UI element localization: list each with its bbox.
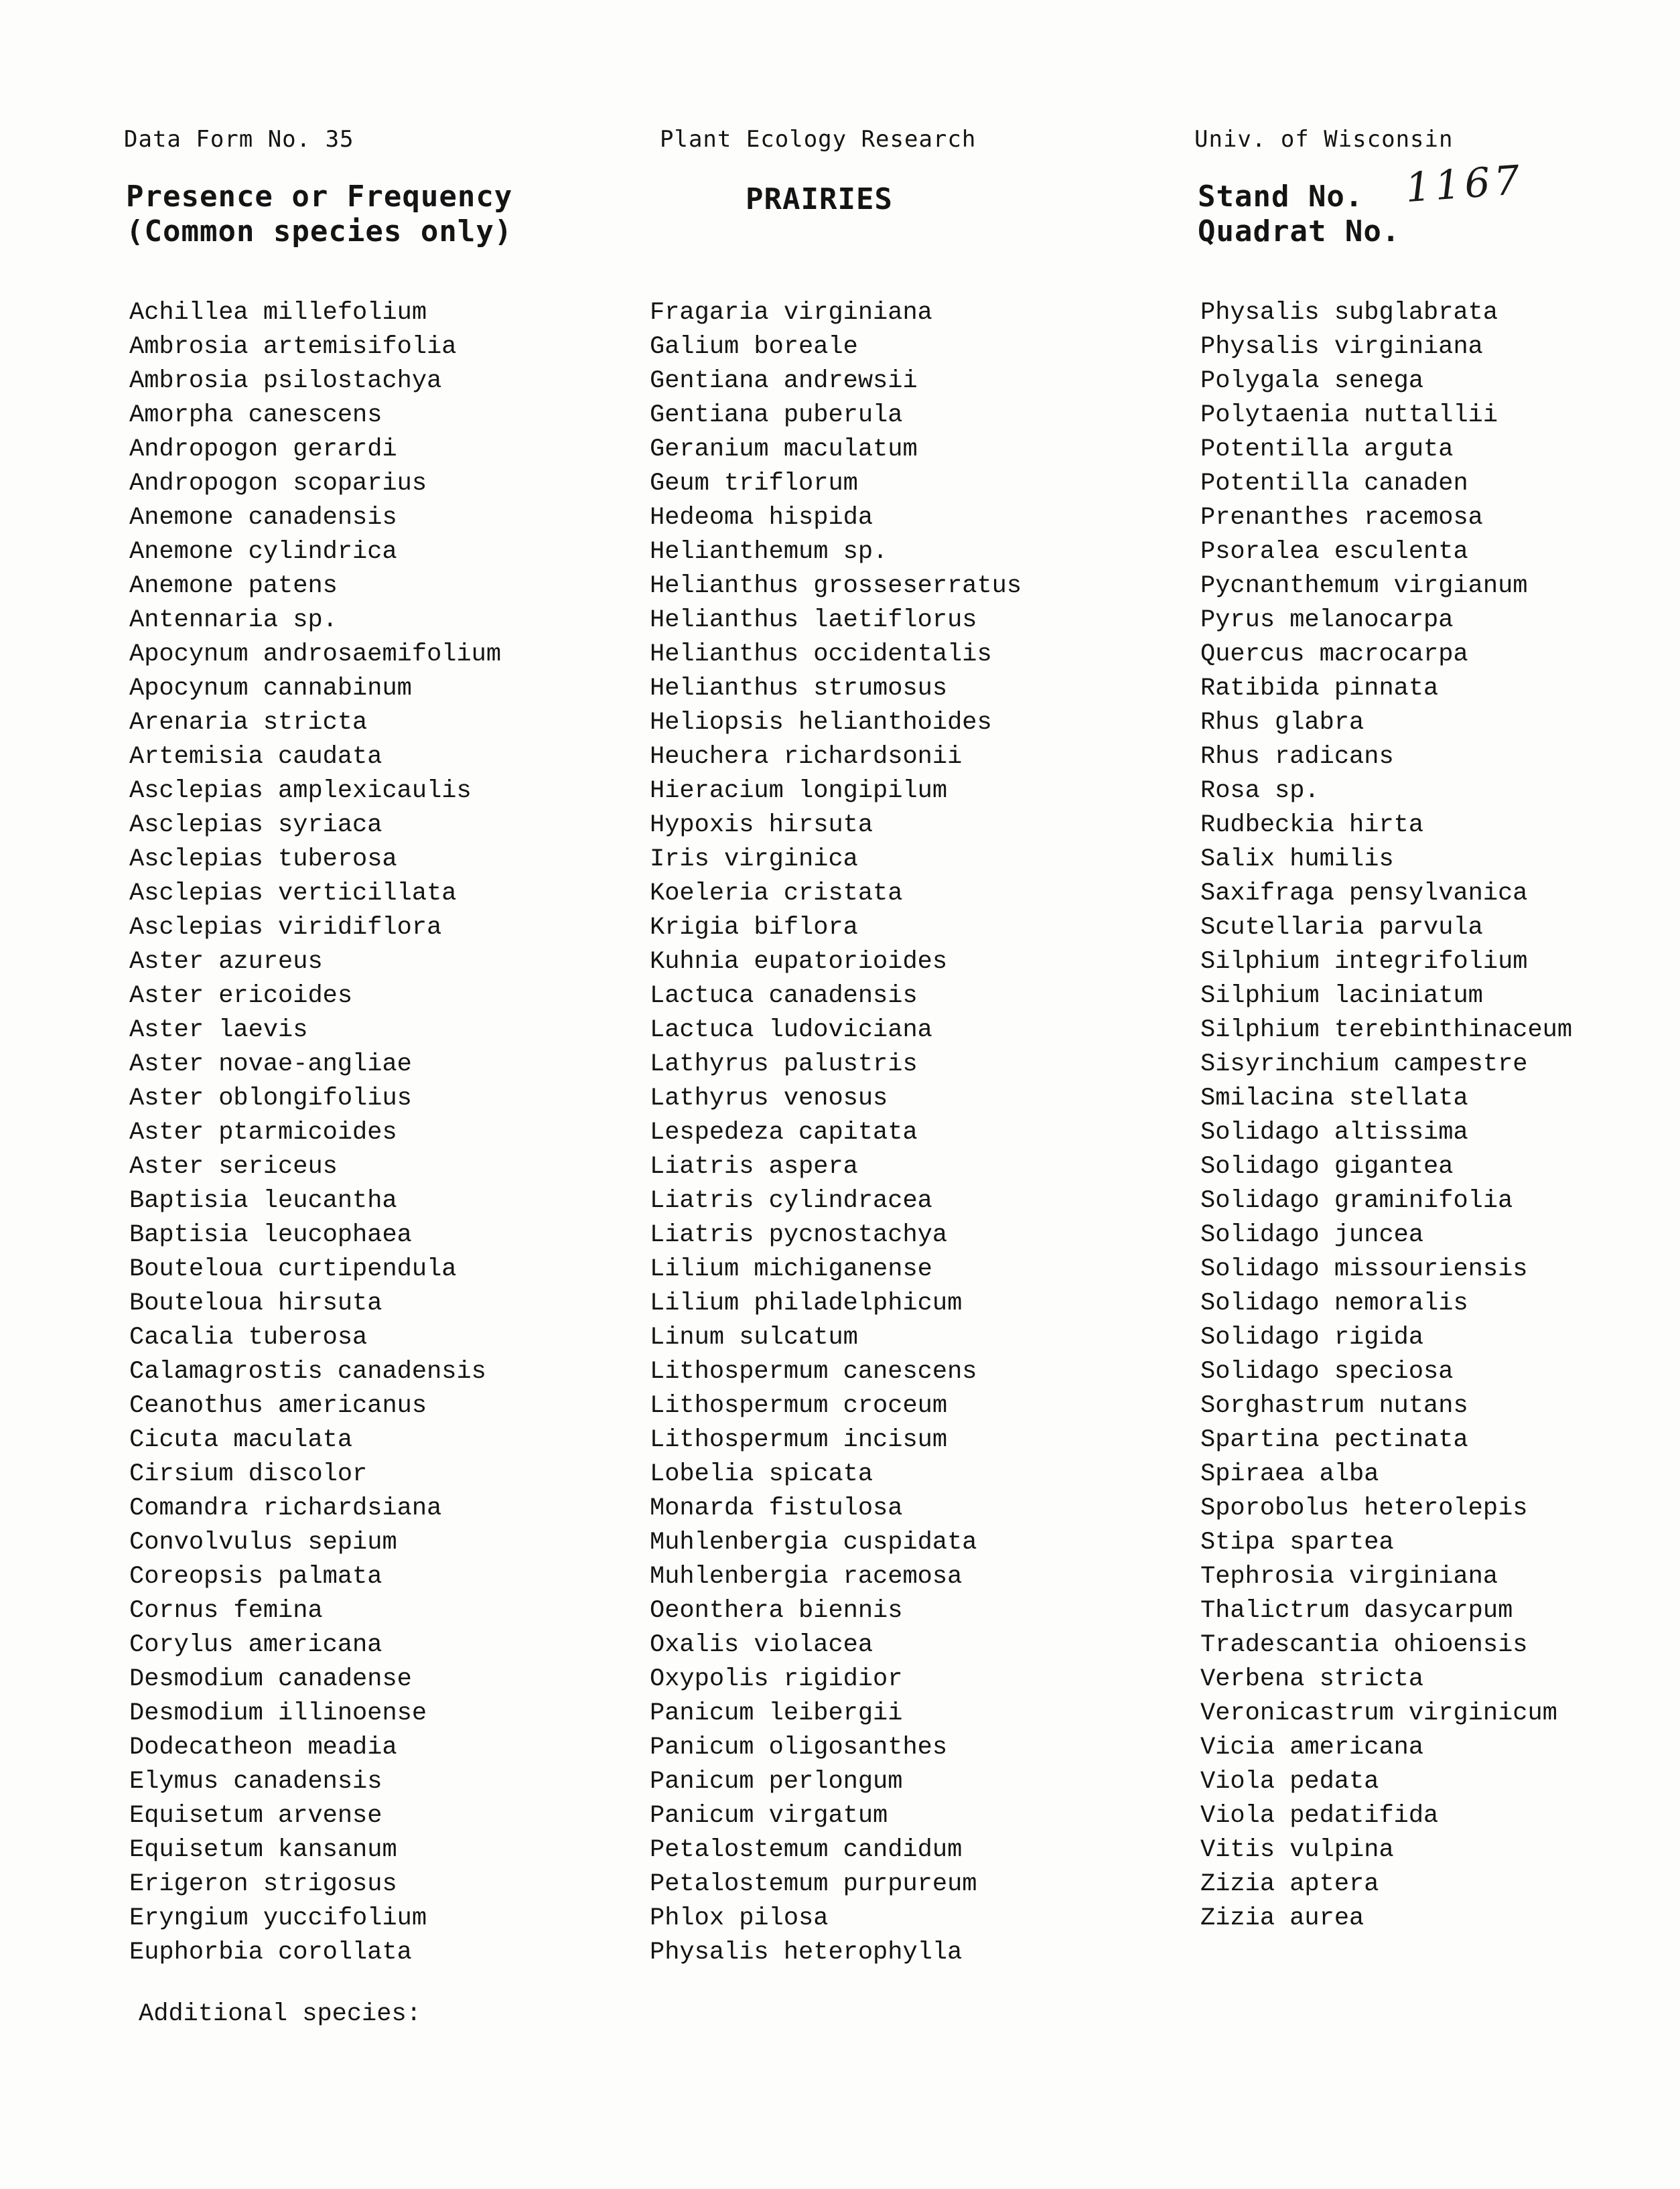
species-item: Oxypolis rigidior xyxy=(650,1665,903,1693)
species-item: Salix humilis xyxy=(1200,845,1394,873)
species-item: Vicia americana xyxy=(1200,1734,1424,1762)
species-item: Sorghastrum nutans xyxy=(1200,1392,1468,1420)
species-item: Amorpha canescens xyxy=(129,401,382,429)
species-item: Sisyrinchium campestre xyxy=(1200,1050,1528,1078)
species-item: Apocynum androsaemifolium xyxy=(129,640,502,668)
species-item: Ambrosia artemisifolia xyxy=(129,333,457,361)
species-item: Kuhnia eupatorioides xyxy=(650,948,948,976)
species-item: Lithospermum incisum xyxy=(650,1426,948,1454)
species-item: Tephrosia virginiana xyxy=(1200,1563,1498,1591)
species-item: Antennaria sp. xyxy=(129,606,338,634)
species-item: Thalictrum dasycarpum xyxy=(1200,1597,1513,1625)
species-item: Gentiana andrewsii xyxy=(650,367,918,395)
species-item: Quercus macrocarpa xyxy=(1200,640,1468,668)
species-item: Cicuta maculata xyxy=(129,1426,353,1454)
species-item: Asclepias verticillata xyxy=(129,879,457,908)
form-purpose-line2: (Common species only) xyxy=(126,214,513,249)
university-name: Univ. of Wisconsin xyxy=(1194,126,1454,153)
species-item: Potentilla arguta xyxy=(1200,435,1454,464)
species-item: Asclepias viridiflora xyxy=(129,914,442,942)
species-item: Physalis heterophylla xyxy=(650,1938,963,1967)
species-item: Galium boreale xyxy=(650,333,858,361)
species-item: Equisetum arvense xyxy=(129,1802,382,1830)
species-column-1 xyxy=(129,296,501,1970)
species-item: Sporobolus heterolepis xyxy=(1200,1494,1528,1523)
species-item: Solidago gigantea xyxy=(1200,1153,1454,1181)
species-item: Hedeoma hispida xyxy=(650,504,873,532)
species-item: Viola pedatifida xyxy=(1200,1802,1439,1830)
species-item: Calamagrostis canadensis xyxy=(129,1358,486,1386)
species-item: Stipa spartea xyxy=(1200,1529,1394,1557)
species-item: Liatris cylindracea xyxy=(650,1187,932,1215)
species-item: Phlox pilosa xyxy=(650,1904,829,1932)
additional-species-label: Additional species: xyxy=(139,2000,421,2028)
species-item: Convolvulus sepium xyxy=(129,1529,397,1557)
species-item: Geum triflorum xyxy=(650,470,858,498)
species-item: Panicum oligosanthes xyxy=(650,1734,948,1762)
species-item: Solidago rigida xyxy=(1200,1324,1424,1352)
species-item: Dodecatheon meadia xyxy=(129,1734,397,1762)
species-item: Lathyrus palustris xyxy=(650,1050,918,1078)
species-item: Heliopsis helianthoides xyxy=(650,709,992,737)
species-item: Lathyrus venosus xyxy=(650,1084,888,1113)
species-item: Cacalia tuberosa xyxy=(129,1324,368,1352)
species-item: Lactuca canadensis xyxy=(650,982,918,1010)
species-item: Helianthus strumosus xyxy=(650,675,948,703)
species-item: Spartina pectinata xyxy=(1200,1426,1468,1454)
species-item: Psoralea esculenta xyxy=(1200,538,1468,566)
species-item: Aster ptarmicoides xyxy=(129,1119,397,1147)
species-column-3 xyxy=(1200,296,1572,1936)
species-item: Bouteloua curtipendula xyxy=(129,1255,457,1283)
species-item: Solidago nemoralis xyxy=(1200,1289,1468,1318)
species-item: Monarda fistulosa xyxy=(650,1494,903,1523)
species-item: Scutellaria parvula xyxy=(1200,914,1483,942)
species-item: Aster oblongifolius xyxy=(129,1084,412,1113)
species-item: Heuchera richardsonii xyxy=(650,743,963,771)
page-title: PRAIRIES xyxy=(746,182,893,216)
species-item: Pycnanthemum virgianum xyxy=(1200,572,1528,600)
form-number: Data Form No. 35 xyxy=(124,126,354,153)
species-item: Baptisia leucophaea xyxy=(129,1221,412,1249)
species-item: Pyrus melanocarpa xyxy=(1200,606,1454,634)
species-item: Polytaenia nuttallii xyxy=(1200,401,1498,429)
species-item: Arenaria stricta xyxy=(129,709,368,737)
species-item: Zizia aptera xyxy=(1200,1870,1379,1898)
species-item: Erigeron strigosus xyxy=(129,1870,397,1898)
species-item: Achillea millefolium xyxy=(129,299,427,327)
species-item: Elymus canadensis xyxy=(129,1768,382,1796)
species-item: Solidago missouriensis xyxy=(1200,1255,1528,1283)
species-item: Apocynum cannabinum xyxy=(129,675,412,703)
species-item: Muhlenbergia cuspidata xyxy=(650,1529,977,1557)
species-item: Artemisia caudata xyxy=(129,743,382,771)
species-column-2 xyxy=(650,296,1022,1970)
species-item: Lactuca ludoviciana xyxy=(650,1016,932,1044)
species-item: Silphium integrifolium xyxy=(1200,948,1528,976)
species-item: Rhus radicans xyxy=(1200,743,1394,771)
species-item: Asclepias amplexicaulis xyxy=(129,777,472,805)
species-item: Lilium philadelphicum xyxy=(650,1289,963,1318)
species-item: Gentiana puberula xyxy=(650,401,903,429)
species-item: Veronicastrum virginicum xyxy=(1200,1699,1557,1727)
species-item: Panicum perlongum xyxy=(650,1768,903,1796)
species-item: Lespedeza capitata xyxy=(650,1119,918,1147)
stand-quadrat-block xyxy=(1198,180,1400,249)
species-item: Petalostemum candidum xyxy=(650,1836,963,1864)
species-item: Rudbeckia hirta xyxy=(1200,811,1424,839)
species-item: Liatris aspera xyxy=(650,1153,858,1181)
species-item: Vitis vulpina xyxy=(1200,1836,1394,1864)
species-item: Andropogon scoparius xyxy=(129,470,427,498)
species-item: Geranium maculatum xyxy=(650,435,918,464)
species-item: Liatris pycnostachya xyxy=(650,1221,948,1249)
species-item: Petalostemum purpureum xyxy=(650,1870,977,1898)
species-item: Aster sericeus xyxy=(129,1153,338,1181)
species-item: Corylus americana xyxy=(129,1631,382,1659)
stand-number-handwritten: 1167 xyxy=(1403,156,1525,212)
species-item: Andropogon gerardi xyxy=(129,435,397,464)
species-item: Smilacina stellata xyxy=(1200,1084,1468,1113)
species-item: Euphorbia corollata xyxy=(129,1938,412,1967)
species-item: Comandra richardsiana xyxy=(129,1494,442,1523)
species-item: Solidago juncea xyxy=(1200,1221,1424,1249)
species-item: Cornus femina xyxy=(129,1597,323,1625)
species-item: Anemone canadensis xyxy=(129,504,397,532)
species-item: Lithospermum croceum xyxy=(650,1392,948,1420)
species-item: Asclepias tuberosa xyxy=(129,845,397,873)
species-item: Bouteloua hirsuta xyxy=(129,1289,382,1318)
species-item: Solidago speciosa xyxy=(1200,1358,1454,1386)
species-item: Asclepias syriaca xyxy=(129,811,382,839)
species-item: Eryngium yuccifolium xyxy=(129,1904,427,1932)
species-item: Solidago graminifolia xyxy=(1200,1187,1513,1215)
quadrat-label: Quadrat No. xyxy=(1198,214,1401,249)
species-item: Baptisia leucantha xyxy=(129,1187,397,1215)
species-item: Helianthemum sp. xyxy=(650,538,888,566)
species-item: Aster novae-angliae xyxy=(129,1050,412,1078)
organization-name: Plant Ecology Research xyxy=(660,126,977,153)
species-item: Prenanthes racemosa xyxy=(1200,504,1483,532)
species-item: Hieracium longipilum xyxy=(650,777,948,805)
species-item: Desmodium illinoense xyxy=(129,1699,427,1727)
species-item: Solidago altissima xyxy=(1200,1119,1468,1147)
species-item: Equisetum kansanum xyxy=(129,1836,397,1864)
species-item: Tradescantia ohioensis xyxy=(1200,1631,1528,1659)
species-item: Panicum virgatum xyxy=(650,1802,888,1830)
species-item: Zizia aurea xyxy=(1200,1904,1364,1932)
species-item: Lobelia spicata xyxy=(650,1460,873,1488)
species-item: Muhlenbergia racemosa xyxy=(650,1563,963,1591)
species-item: Hypoxis hirsuta xyxy=(650,811,873,839)
species-item: Spiraea alba xyxy=(1200,1460,1379,1488)
species-item: Aster laevis xyxy=(129,1016,308,1044)
species-item: Lithospermum canescens xyxy=(650,1358,977,1386)
form-purpose xyxy=(126,180,512,249)
species-item: Coreopsis palmata xyxy=(129,1563,382,1591)
species-item: Helianthus grosseserratus xyxy=(650,572,1022,600)
species-item: Silphium laciniatum xyxy=(1200,982,1483,1010)
species-item: Potentilla canaden xyxy=(1200,470,1468,498)
species-item: Aster ericoides xyxy=(129,982,353,1010)
species-item: Viola pedata xyxy=(1200,1768,1379,1796)
species-item: Ratibida pinnata xyxy=(1200,675,1439,703)
species-item: Rosa sp. xyxy=(1200,777,1320,805)
species-item: Silphium terebinthinaceum xyxy=(1200,1016,1573,1044)
species-item: Krigia biflora xyxy=(650,914,858,942)
species-item: Cirsium discolor xyxy=(129,1460,368,1488)
species-item: Anemone cylindrica xyxy=(129,538,397,566)
form-purpose-line1: Presence or Frequency xyxy=(126,180,513,214)
species-item: Physalis virginiana xyxy=(1200,333,1483,361)
species-item: Ambrosia psilostachya xyxy=(129,367,442,395)
species-item: Helianthus laetiflorus xyxy=(650,606,977,634)
species-item: Aster azureus xyxy=(129,948,323,976)
species-item: Koeleria cristata xyxy=(650,879,903,908)
species-item: Ceanothus americanus xyxy=(129,1392,427,1420)
species-item: Verbena stricta xyxy=(1200,1665,1424,1693)
species-item: Panicum leibergii xyxy=(650,1699,903,1727)
species-item: Polygala senega xyxy=(1200,367,1424,395)
species-item: Rhus glabra xyxy=(1200,709,1364,737)
species-item: Anemone patens xyxy=(129,572,338,600)
stand-label: Stand No. xyxy=(1198,180,1364,214)
species-item: Oeonthera biennis xyxy=(650,1597,903,1625)
species-item: Lilium michiganense xyxy=(650,1255,932,1283)
species-item: Physalis subglabrata xyxy=(1200,299,1498,327)
species-item: Linum sulcatum xyxy=(650,1324,858,1352)
species-item: Desmodium canadense xyxy=(129,1665,412,1693)
species-item: Fragaria virginiana xyxy=(650,299,932,327)
species-item: Saxifraga pensylvanica xyxy=(1200,879,1528,908)
species-item: Iris virginica xyxy=(650,845,858,873)
species-item: Oxalis violacea xyxy=(650,1631,873,1659)
species-item: Helianthus occidentalis xyxy=(650,640,992,668)
